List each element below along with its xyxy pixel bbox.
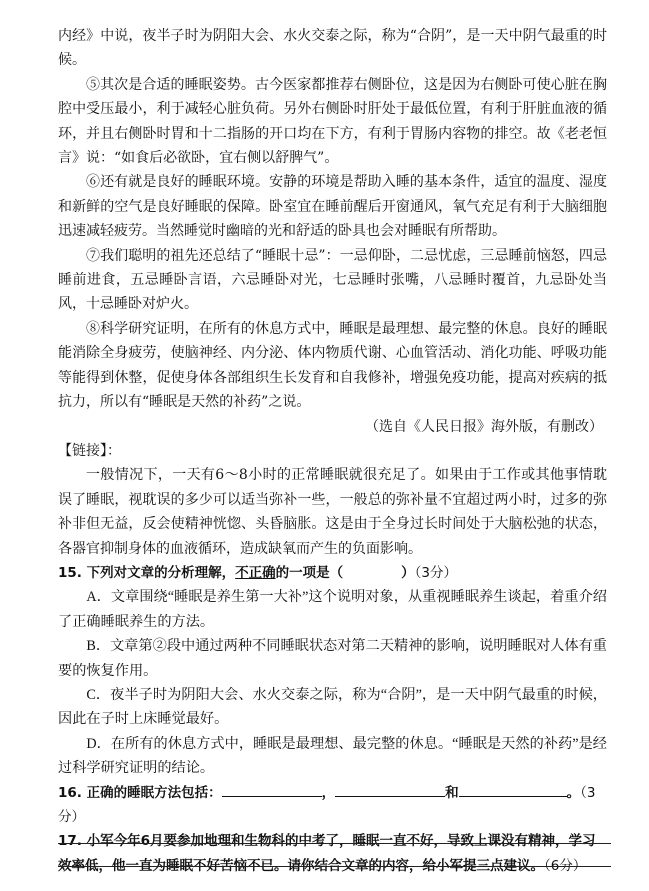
option-a: A．文章围绕“睡眠是养生第一大补”这个说明对象，从重视睡眠养生谈起，着重介绍了正确睡眠养生的方法。	[58, 589, 607, 630]
question-16-blank-3[interactable]	[459, 782, 567, 797]
question-16-sep-1: ，	[321, 784, 336, 801]
question-15-score: （3分）	[414, 564, 457, 581]
question-15-emphasis: 不正确	[235, 564, 276, 581]
article-paragraph-5: ⑤其次是合适的睡眠姿势。古今医家都推荐右侧卧位，这是因为右侧卧可使心脏在胸腔中受压最小，利于减轻心脏负荷。另外右侧卧时肝处于最低位置，有利于肝脏血液的循环，并且右侧卧时胃和十二指肠的开口均在下方，有利于胃肠内容物的排空。故《老老恒言》说：“如食后必欲卧，宜右侧以舒脾气”。	[58, 76, 607, 167]
answer-area[interactable]	[58, 843, 611, 889]
question-15-prefix: 15. 下列对文章的分析理解，	[58, 564, 236, 581]
answer-line	[58, 866, 611, 867]
option-c: C．夜半子时为阴阳大会、水火交泰之际，称为“合阴”，是一天中阴气最重的时候，因此在子时上床睡觉最好。	[58, 686, 607, 728]
article-paragraph-6: ⑥还有就是良好的睡眠环境。安静的环境是帮助入睡的基本条件，适宜的温度、湿度和新鲜的空气是良好睡眠的保障。卧室宜在睡前醒后开窗通风，氧气充足有利于大脑细胞迅速减轻疲劳。当然睡觉时幽暗的光和舒适的卧具也会对睡眠有所帮助。	[58, 174, 607, 240]
answer-line	[58, 843, 611, 844]
question-17-score: （6分）	[544, 857, 587, 874]
article-paragraph-4-continued: 内经》中说，夜半子时为阴阳大会、水火交泰之际，称为“合阴”，是一天中阴气最重的时候。	[58, 28, 607, 69]
question-15-suffix: 的一项是（	[275, 564, 344, 581]
question-16-prompt: 16. 正确的睡眠方法包括：	[58, 784, 222, 801]
option-d: D．在所有的休息方式中，睡眠是最理想、最完整的休息。“睡眠是天然的补药”是经过科学研究证明的结论。	[58, 735, 607, 777]
question-16-score: （3分）	[58, 784, 596, 825]
option-b: B．文章第②段中通过两种不同睡眠状态对第二天精神的影响，说明睡眠对人体有重要的恢复作用。	[58, 638, 607, 679]
article-paragraph-8: ⑧科学研究证明，在所有的休息方式中，睡眠是最理想、最完整的休息。良好的睡眠能消除全身疲劳，使脑神经、内分泌、体内物质代谢、心血管活动、消化功能、呼吸功能等能得到休整，促使身体各部组织生长发育和自我修补，增强免疫功能，提高对疾病的抵抗力，所以有“睡眠是天然的补药”之说。	[58, 320, 607, 411]
link-paragraph: 一般情况下，一天有6～8小时的正常睡眠就很充足了。如果由于工作或其他事情耽误了睡眠，视耽误的多少可以适当弥补一些，一般总的弥补量不宜超过两小时，过多的弥补非但无益，反会使精神恍惚、头昏脑胀。这是由于全身过长时间处于大脑松弛的状态，各器官抑制身体的血液循环，造成缺氧而产生的负面影响。	[58, 467, 607, 557]
question-15	[58, 561, 607, 585]
article-source: （选自《人民日报》海外版，有删改）	[365, 418, 603, 435]
question-16-blank-1[interactable]	[222, 782, 322, 797]
question-16-blank-2[interactable]	[335, 782, 445, 797]
link-heading: 【链接】：	[58, 442, 121, 459]
question-16	[58, 781, 607, 830]
question-15-close: ）	[401, 564, 415, 581]
question-17-text: 17. 小军今年6月要参加地理和生物科的中考了，睡眠一直不好，导致上课没有精神，学习效率低，他一直为睡眠不好苦恼不已。请你结合文章的内容，给小军提三点建议。	[58, 833, 596, 874]
question-16-end: 。	[566, 784, 581, 801]
article-paragraph-7: ⑦我们聪明的祖先还总结了“睡眠十忌”：一忌仰卧，二忌忧虑，三忌睡前恼怒，四忌睡前进食，五忌睡卧言语，六忌睡卧对光，七忌睡时张嘴，八忌睡时覆首，九忌卧处当风，十忌睡卧对炉火。	[58, 247, 607, 313]
question-16-sep-2: 和	[445, 784, 459, 801]
